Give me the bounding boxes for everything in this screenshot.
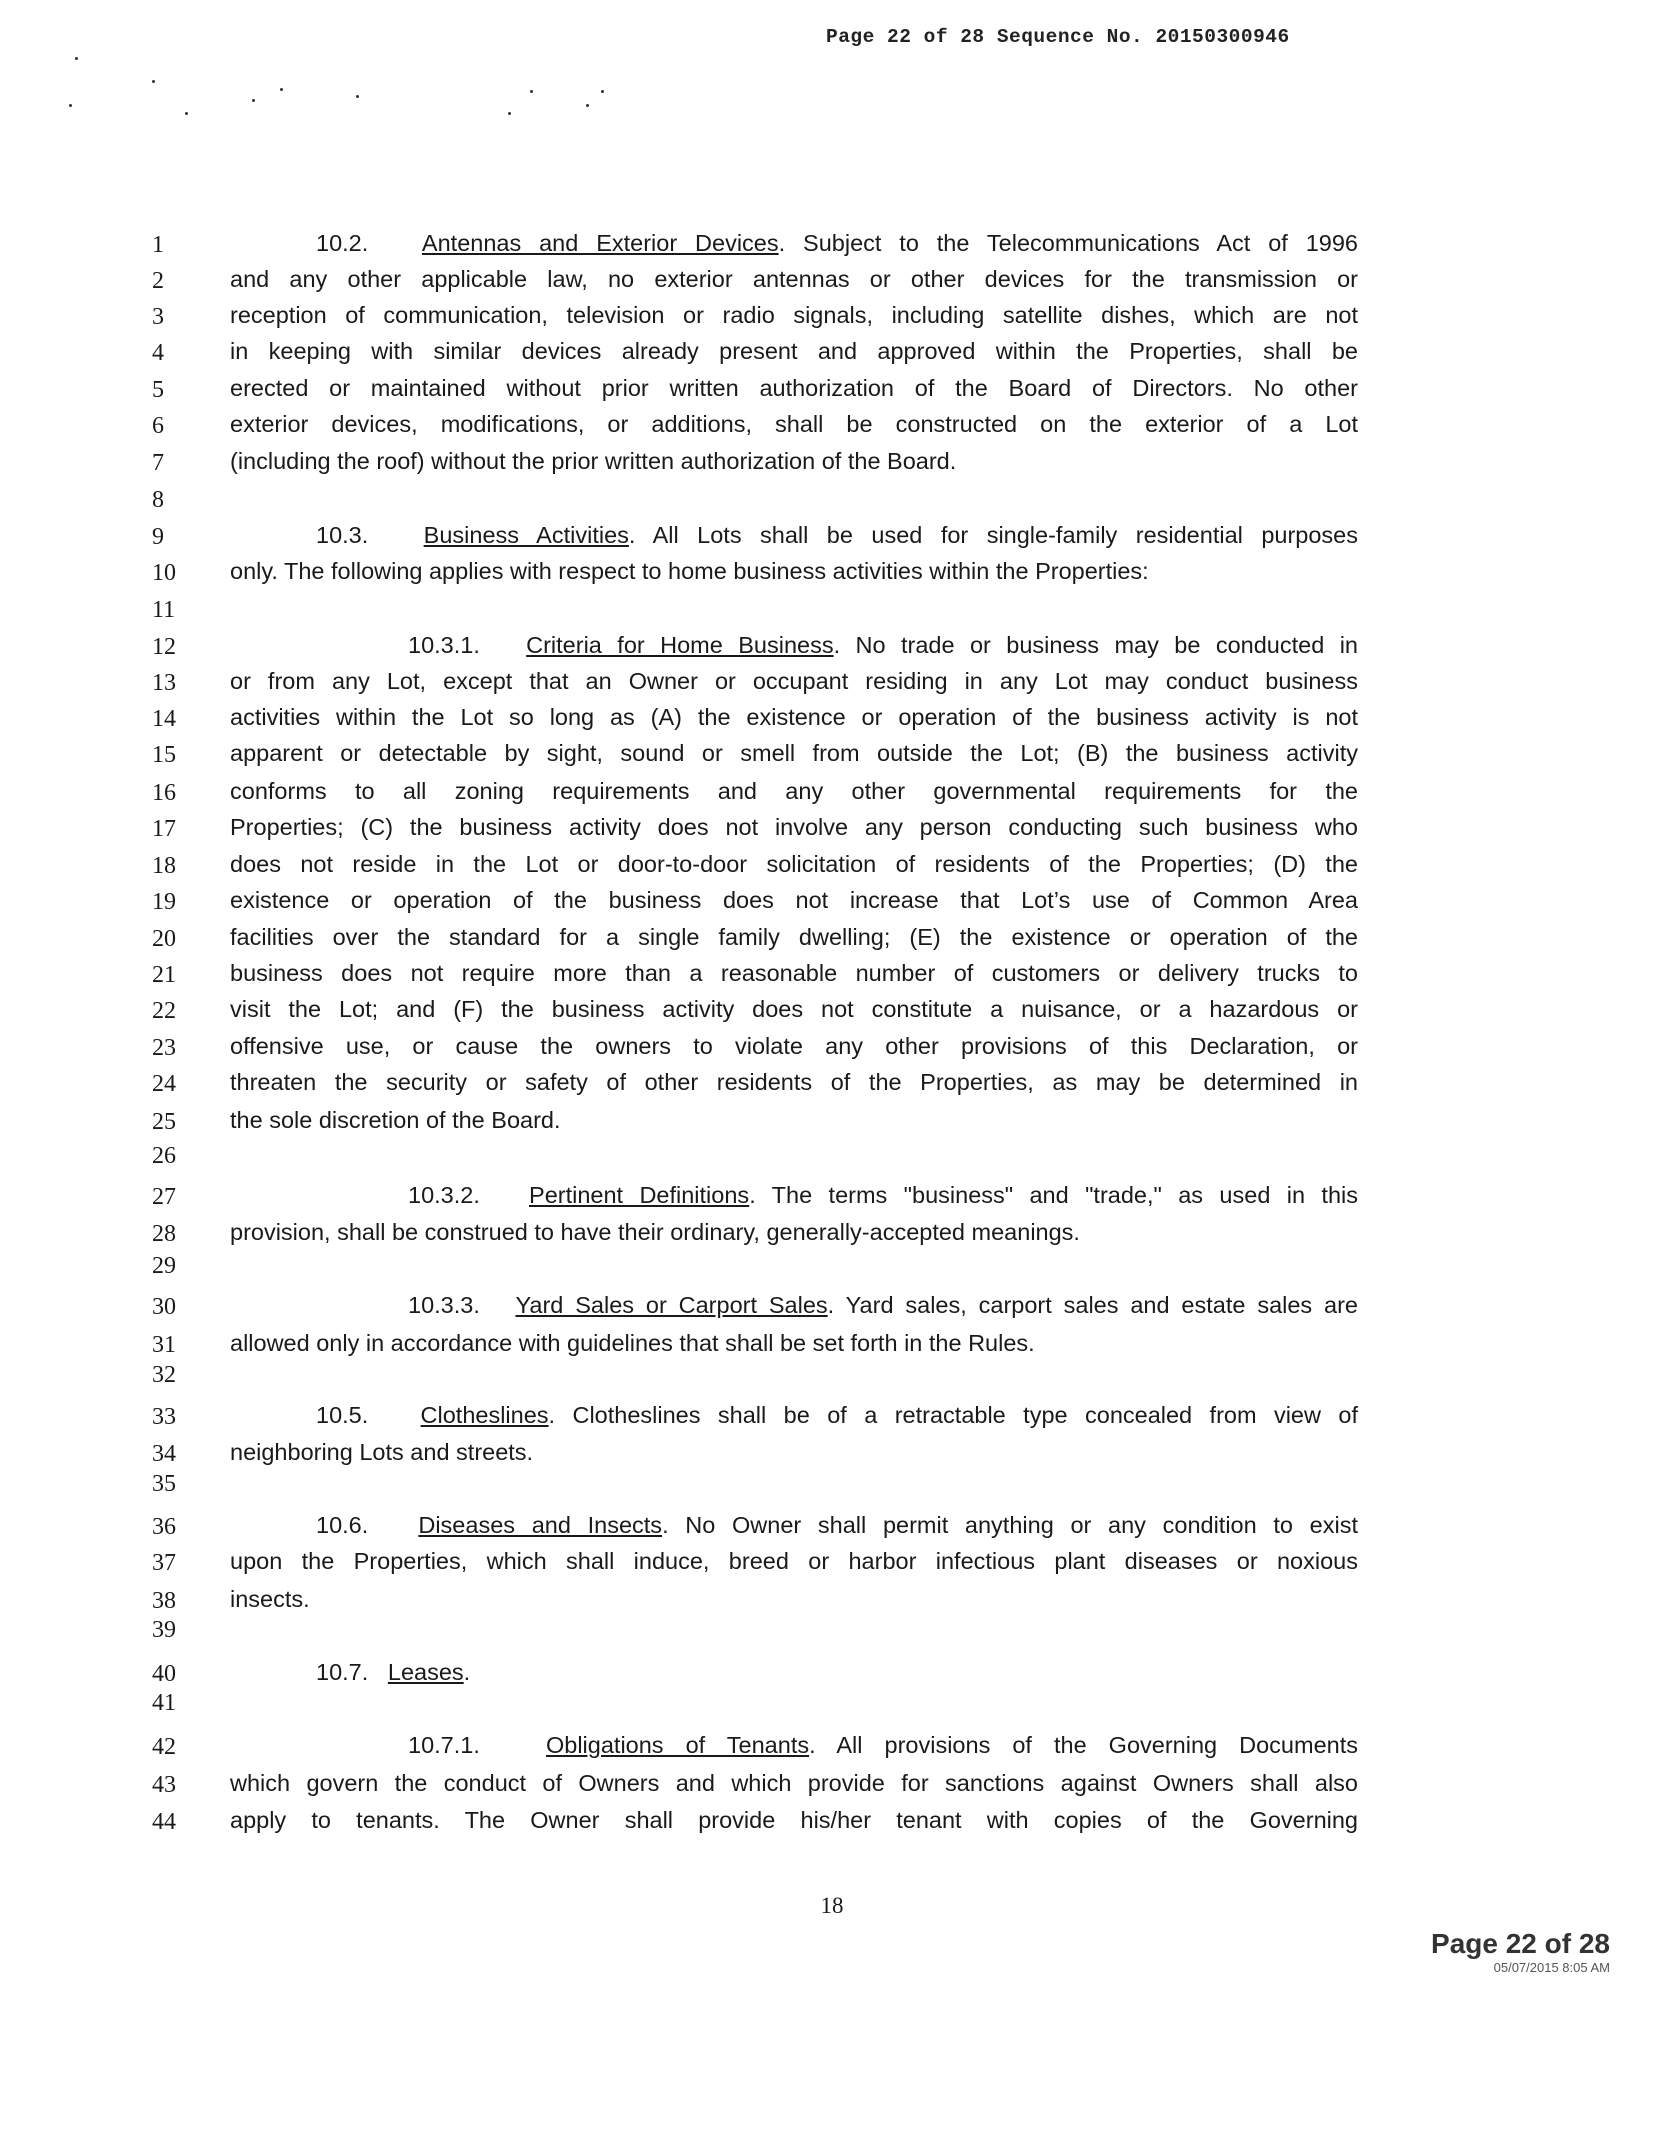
text-line: offensive use, or cause the owners to violate any other provisions of this Declaration, or: [230, 1032, 1358, 1059]
line-number: 24: [152, 1071, 176, 1098]
text-line: apply to tenants. The Owner shall provide his/her tenant with copies of the Governing: [230, 1807, 1358, 1834]
section-text: . No trade or business may be conducted in: [833, 631, 1358, 658]
section-number: 10.3.: [316, 521, 369, 548]
text-line: [316, 1510, 1358, 1540]
section-text: . Yard sales, carport sales and estate sales are: [827, 1292, 1359, 1319]
line-number: 11: [152, 596, 176, 623]
section-number: 10.3.1.: [408, 631, 480, 658]
section-text: .: [463, 1658, 471, 1685]
line-number: 18: [152, 852, 176, 879]
section-title: Obligations of Tenants: [545, 1732, 810, 1759]
line-number: 8: [152, 487, 164, 514]
text-line: visit the Lot; and (F) the business activity does not constitute a nuisance, or a hazardous or: [230, 996, 1358, 1023]
section-number: 10.3.2.: [408, 1181, 480, 1208]
line-number: 12: [152, 633, 176, 660]
section-text: . Subject to the Telecommunications Act of 1996: [778, 230, 1358, 256]
section-text: . The terms "business" and "trade," as used in this: [749, 1181, 1359, 1208]
line-number: 31: [152, 1331, 176, 1358]
text-line: activities within the Lot so long as (A) the existence or operation of the business activity is not: [230, 703, 1358, 730]
text-line: [408, 630, 1358, 660]
text-line: reception of communication, television or radio signals, including satellite dishes, which are not: [230, 301, 1358, 328]
line-number: 9: [152, 523, 164, 550]
line-number: 3: [152, 303, 164, 330]
text-line: (including the roof) without the prior written authorization of the Board.: [230, 447, 957, 474]
line-number: 29: [152, 1252, 176, 1279]
line-number: 16: [152, 779, 176, 806]
text-line: or from any Lot, except that an Owner or occupant residing in any Lot may conduct business: [230, 668, 1358, 695]
text-line: [316, 520, 1358, 550]
line-number: 6: [152, 413, 164, 440]
stamp-page-count: Page 22 of 28: [1431, 1928, 1610, 1959]
text-line: only. The following applies with respect to home business activities within the Properties:: [230, 558, 1149, 585]
line-number: 20: [152, 925, 176, 952]
line-number: 1: [152, 232, 164, 258]
text-line: neighboring Lots and streets.: [230, 1438, 534, 1465]
line-number: 13: [152, 670, 176, 697]
line-number: 17: [152, 816, 176, 843]
line-number: 26: [152, 1143, 176, 1170]
section-number: 10.5.: [316, 1402, 369, 1429]
section-title: Pertinent Definitions: [529, 1181, 750, 1208]
text-line: facilities over the standard for a single family dwelling; (E) the existence or operation of the: [230, 923, 1358, 950]
line-number: 37: [152, 1550, 176, 1577]
line-number: 44: [152, 1809, 176, 1836]
section-title: Diseases and Insects: [418, 1511, 663, 1538]
section-text: . All Lots shall be used for single-family residential purposes: [628, 521, 1358, 548]
section-number: 10.3.3.: [408, 1292, 480, 1319]
text-line: and any other applicable law, no exterior antennas or other devices for the transmission or: [230, 266, 1358, 293]
section-title: Antennas and Exterior Devices: [421, 230, 779, 256]
section-title: Leases: [387, 1658, 464, 1685]
text-line: erected or maintained without prior written authorization of the Board of Directors. No other: [230, 374, 1358, 401]
line-number: 10: [152, 560, 176, 587]
section-text: . All provisions of the Governing Documents: [809, 1732, 1358, 1759]
line-number: 35: [152, 1471, 176, 1498]
section-number: 10.2.: [316, 230, 369, 256]
line-number: 43: [152, 1771, 176, 1798]
line-number: 41: [152, 1690, 176, 1716]
recording-stamp: [1431, 1928, 1610, 1976]
line-number: 22: [152, 998, 176, 1025]
text-line: conforms to all zoning requirements and any other governmental requirements for the: [230, 777, 1358, 804]
section-text: . Clotheslines shall be of a retractable type concealed from view of: [548, 1402, 1358, 1429]
text-line: [316, 1657, 1358, 1687]
text-line: [408, 1290, 1358, 1320]
line-number: 38: [152, 1587, 176, 1614]
text-line: provision, shall be construed to have their ordinary, generally-accepted meanings.: [230, 1219, 1080, 1246]
text-line: Properties; (C) the business activity does not involve any person conducting such business who: [230, 814, 1358, 841]
text-line: business does not require more than a reasonable number of customers or delivery trucks to: [230, 960, 1358, 986]
text-line: exterior devices, modifications, or additions, shall be constructed on the exterior of a Lot: [230, 411, 1358, 438]
section-number: 10.6.: [316, 1511, 369, 1538]
section-number: 10.7.: [316, 1658, 369, 1685]
line-number: 32: [152, 1361, 176, 1388]
text-line: which govern the conduct of Owners and which provide for sanctions against Owners shall also: [230, 1769, 1358, 1796]
line-number: 7: [152, 449, 164, 476]
line-number: 28: [152, 1221, 176, 1248]
section-title: Criteria for Home Business: [526, 631, 834, 658]
line-number: 34: [152, 1440, 176, 1467]
page-header-sequence: Page 22 of 28 Sequence No. 20150300946: [826, 26, 1290, 48]
line-number: 14: [152, 705, 176, 732]
line-number: 23: [152, 1034, 176, 1061]
page-number: 18: [820, 1893, 844, 1918]
text-line: [408, 1180, 1358, 1210]
line-number: 30: [152, 1294, 176, 1321]
text-line: [316, 228, 1358, 258]
line-number: 25: [152, 1108, 176, 1135]
stamp-date: 05/07/2015 8:05 AM: [1493, 1960, 1610, 1975]
text-line: does not reside in the Lot or door-to-door solicitation of residents of the Properties; (D) the: [230, 850, 1358, 877]
text-line: threaten the security or safety of other residents of the Properties, as may be determined in: [230, 1069, 1358, 1096]
text-line: [408, 1730, 1358, 1760]
line-number: 39: [152, 1617, 176, 1644]
text-line: allowed only in accordance with guidelines that shall be set forth in the Rules.: [230, 1329, 1035, 1356]
text-line: upon the Properties, which shall induce, breed or harbor infectious plant diseases or noxious: [230, 1548, 1358, 1575]
line-number: 33: [152, 1404, 176, 1431]
line-number: 40: [152, 1660, 176, 1687]
section-title: Yard Sales or Carport Sales: [515, 1292, 828, 1319]
line-number: 15: [152, 742, 176, 769]
line-number: 27: [152, 1183, 176, 1210]
text-line: the sole discretion of the Board.: [230, 1106, 561, 1133]
text-line: in keeping with similar devices already present and approved within the Properties, shall be: [230, 338, 1358, 365]
line-number: 19: [152, 889, 176, 916]
text-line: [316, 1400, 1358, 1430]
text-line: insects.: [230, 1585, 310, 1612]
line-number: 4: [152, 340, 164, 367]
section-title: Clotheslines: [420, 1402, 549, 1429]
section-text: . No Owner shall permit anything or any condition to exist: [662, 1511, 1358, 1538]
line-number: 42: [152, 1734, 176, 1761]
text-line: apparent or detectable by sight, sound or smell from outside the Lot; (B) the business activity: [230, 740, 1358, 767]
line-number: 5: [152, 376, 164, 403]
line-number: 36: [152, 1513, 176, 1540]
text-line: existence or operation of the business does not increase that Lot’s use of Common Area: [230, 887, 1358, 914]
line-number: 21: [152, 962, 176, 988]
line-number: 2: [152, 268, 164, 295]
section-number: 10.7.1.: [408, 1732, 480, 1759]
section-title: Business Activities: [423, 521, 629, 548]
